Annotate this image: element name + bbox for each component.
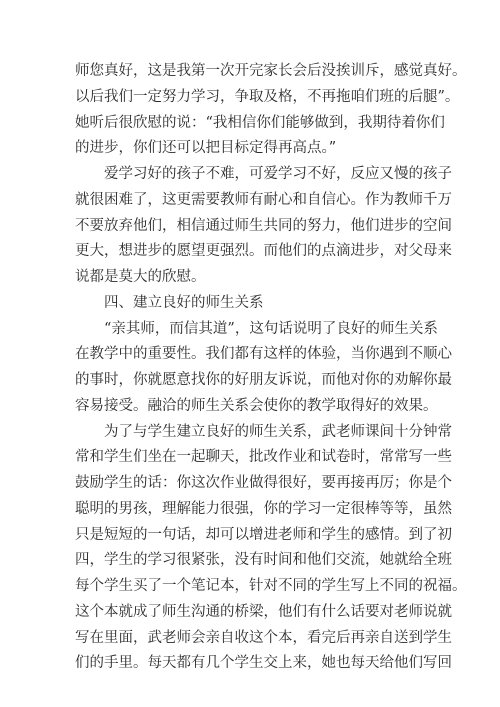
text-line: 们的手里。每天都有几个学生交上来，她也每天给他们写回 xyxy=(75,655,452,671)
text-line: 只是短短的一句话，却可以增进老师和学生的感情。到了初 xyxy=(75,527,452,543)
text-line: 容易接受。融洽的师生关系会使你的教学取得好的效果。 xyxy=(75,398,438,414)
text-line: 四，学生的学习很紧张，没有时间和他们交流，她就给全班 xyxy=(75,552,452,568)
text-line: 不要放弃他们，相信通过师生共同的努力，他们进步的空间 xyxy=(75,218,452,234)
text-line: 爱学习好的孩子不难，可爱学习不好，反应又慢的孩子 xyxy=(104,166,452,182)
text-line: 为了与学生建立良好的师生关系，武老师课间十分钟常 xyxy=(104,424,452,440)
text-line: 常和学生们坐在一起聊天，批改作业和试卷时，常常写一些 xyxy=(75,449,452,465)
text-line: 以后我们一定努力学习，争取及格，不再拖咱们班的后腿”。 xyxy=(75,89,460,105)
text-line: 聪明的男孩，理解能力很强，你的学习一定很棒等等，虽然 xyxy=(75,501,452,517)
text-line: 写在里面，武老师会亲自收这个本，看完后再亲自送到学生 xyxy=(75,630,452,646)
text-line: “亲其师，而信其道”，这句话说明了良好的师生关系 xyxy=(104,321,438,337)
text-line: 更大，想进步的愿望更强烈。而他们的点滴进步，对父母来 xyxy=(75,243,452,259)
text-line: 说都是莫大的欣慰。 xyxy=(75,269,206,285)
text-line: 她听后很欣慰的说：“我相信你们能够做到，我期待着你们 xyxy=(75,115,445,131)
text-line: 师您真好，这是我第一次开完家长会后没挨训斥，感觉真好。 xyxy=(75,63,467,79)
text-line: 的事时，你就愿意找你的好朋友诉说，而他对你的劝解你最 xyxy=(75,372,452,388)
section-heading: 四、建立良好的师生关系 xyxy=(104,295,264,311)
text-line: 的进步，你们还可以把目标定得再高点。” xyxy=(75,140,337,156)
text-line: 在教学中的重要性。我们都有这样的体验，当你遇到不顺心 xyxy=(75,346,452,362)
text-line: 就很困难了，这更需要教师有耐心和自信心。作为教师千万 xyxy=(75,192,452,208)
text-line: 这个本就成了师生沟通的桥梁，他们有什么话要对老师说就 xyxy=(75,604,452,620)
text-line: 每个学生买了一个笔记本，针对不同的学生写上不同的祝福。 xyxy=(75,578,467,594)
text-line: 鼓励学生的话：你这次作业做得很好，要再接再厉；你是个 xyxy=(75,475,452,491)
